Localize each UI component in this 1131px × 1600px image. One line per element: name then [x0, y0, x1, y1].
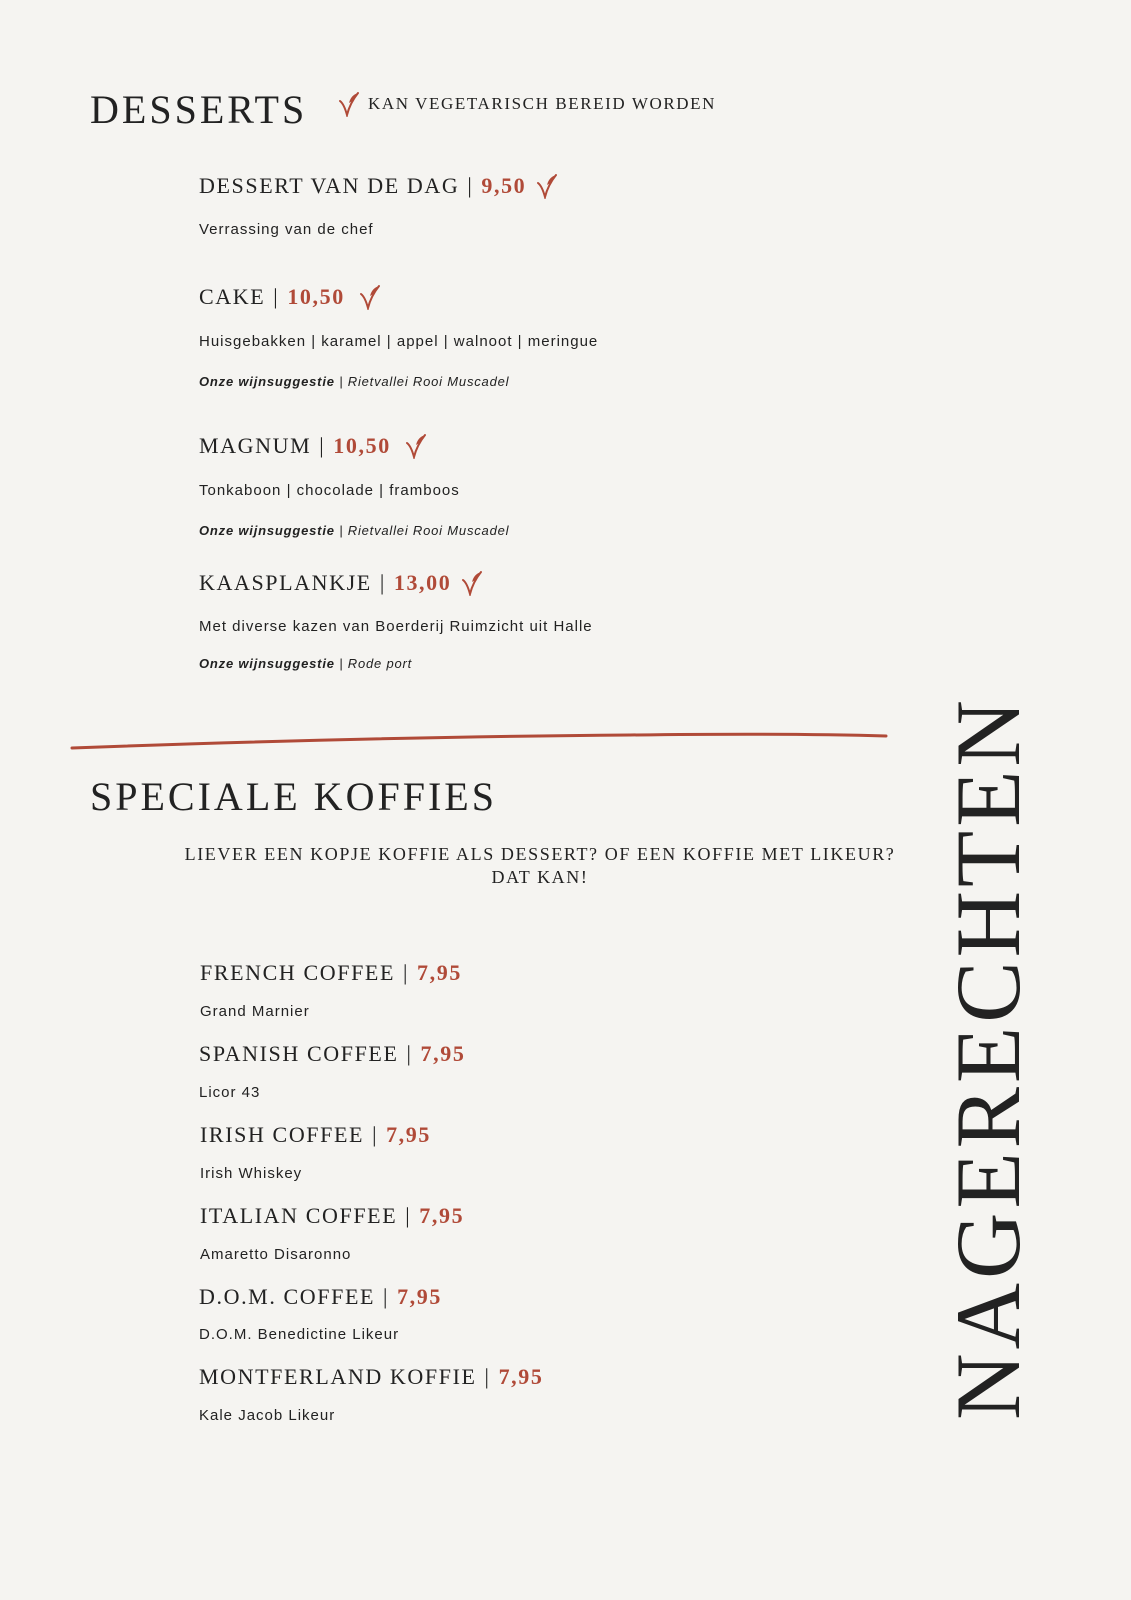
menu-item: KAASPLANKJE | 13,00	[199, 570, 483, 596]
wine-suggestion-value: | Rietvallei Rooi Muscadel	[339, 374, 510, 389]
item-price: 7,95	[417, 960, 462, 985]
item-description: Verrassing van de chef	[199, 221, 374, 238]
item-price: 7,95	[498, 1364, 544, 1389]
item-price: 7,95	[420, 1041, 466, 1066]
item-description: Tonkaboon | chocolade | framboos	[199, 482, 460, 499]
wine-suggestion-label: Onze wijnsuggestie	[199, 374, 335, 389]
coffees-intro-line: LIEVER EEN KOPJE KOFFIE ALS DESSERT? OF EEN KOFFIE MET LIKEUR?	[184, 844, 896, 864]
coffees-title: SPECIALE KOFFIES	[90, 774, 497, 819]
wine-suggestion-value: | Rode port	[339, 656, 413, 671]
item-description: Met diverse kazen van Boerderij Ruimzicht uit Halle	[199, 618, 593, 635]
item-name: IRISH COFFEE	[200, 1122, 365, 1147]
wine-suggestion	[199, 656, 412, 671]
leaf-check-icon	[405, 433, 427, 459]
wine-suggestion	[199, 523, 509, 538]
item-price: 9,50	[481, 173, 527, 198]
item-name: D.O.M. COFFEE	[199, 1284, 376, 1309]
coffees-intro-line: DAT KAN!	[491, 867, 589, 887]
menu-item: MONTFERLAND KOFFIE | 7,95	[199, 1364, 544, 1389]
item-name: SPANISH COFFEE	[199, 1041, 399, 1066]
item-price: 7,95	[419, 1203, 465, 1228]
menu-item: SPANISH COFFEE | 7,95	[199, 1041, 466, 1066]
item-name: CAKE	[199, 284, 266, 309]
menu-item: CAKE | 10,50	[199, 284, 381, 310]
wine-suggestion-label: Onze wijnsuggestie	[199, 656, 335, 671]
item-description: Irish Whiskey	[200, 1165, 303, 1182]
desserts-title: DESSERTS	[90, 87, 308, 132]
item-name: MAGNUM	[199, 433, 312, 458]
item-description: Licor 43	[199, 1084, 261, 1101]
item-name: MONTFERLAND KOFFIE	[199, 1364, 477, 1389]
item-description: Grand Marnier	[200, 1003, 310, 1020]
menu-item: MAGNUM | 10,50	[199, 433, 427, 459]
item-description: Kale Jacob Likeur	[199, 1407, 336, 1424]
section-divider	[70, 728, 890, 752]
menu-item: ITALIAN COFFEE | 7,95	[200, 1203, 465, 1228]
item-price: 7,95	[386, 1122, 431, 1147]
menu-item: DESSERT VAN DE DAG | 9,50	[199, 173, 558, 199]
coffees-intro	[150, 843, 930, 889]
wine-suggestion-value: | Rietvallei Rooi Muscadel	[339, 523, 510, 538]
menu-item: FRENCH COFFEE | 7,95	[200, 960, 462, 985]
item-price: 10,50	[333, 433, 391, 458]
vegetarian-legend	[338, 91, 716, 117]
leaf-check-icon	[359, 284, 381, 310]
item-description: Amaretto Disaronno	[200, 1246, 352, 1263]
leaf-check-icon	[461, 570, 483, 596]
wine-suggestion	[199, 374, 509, 389]
item-description: D.O.M. Benedictine Likeur	[199, 1326, 400, 1343]
item-name: DESSERT VAN DE DAG	[199, 173, 460, 198]
menu-item: D.O.M. COFFEE | 7,95	[199, 1284, 442, 1309]
item-name: ITALIAN COFFEE	[200, 1203, 398, 1228]
side-title: NAGERECHTEN	[937, 696, 1039, 1420]
item-price: 13,00	[393, 570, 452, 595]
item-price: 7,95	[397, 1284, 442, 1309]
leaf-check-icon	[338, 91, 360, 117]
wine-suggestion-label: Onze wijnsuggestie	[199, 523, 335, 538]
item-price: 10,50	[287, 284, 345, 309]
item-description: Huisgebakken | karamel | appel | walnoot | meringue	[199, 333, 599, 350]
leaf-check-icon	[536, 173, 558, 199]
vegetarian-legend-text: KAN VEGETARISCH BEREID WORDEN	[368, 94, 717, 113]
menu-item: IRISH COFFEE | 7,95	[200, 1122, 431, 1147]
item-name: FRENCH COFFEE	[200, 960, 396, 985]
item-name: KAASPLANKJE	[199, 570, 372, 595]
